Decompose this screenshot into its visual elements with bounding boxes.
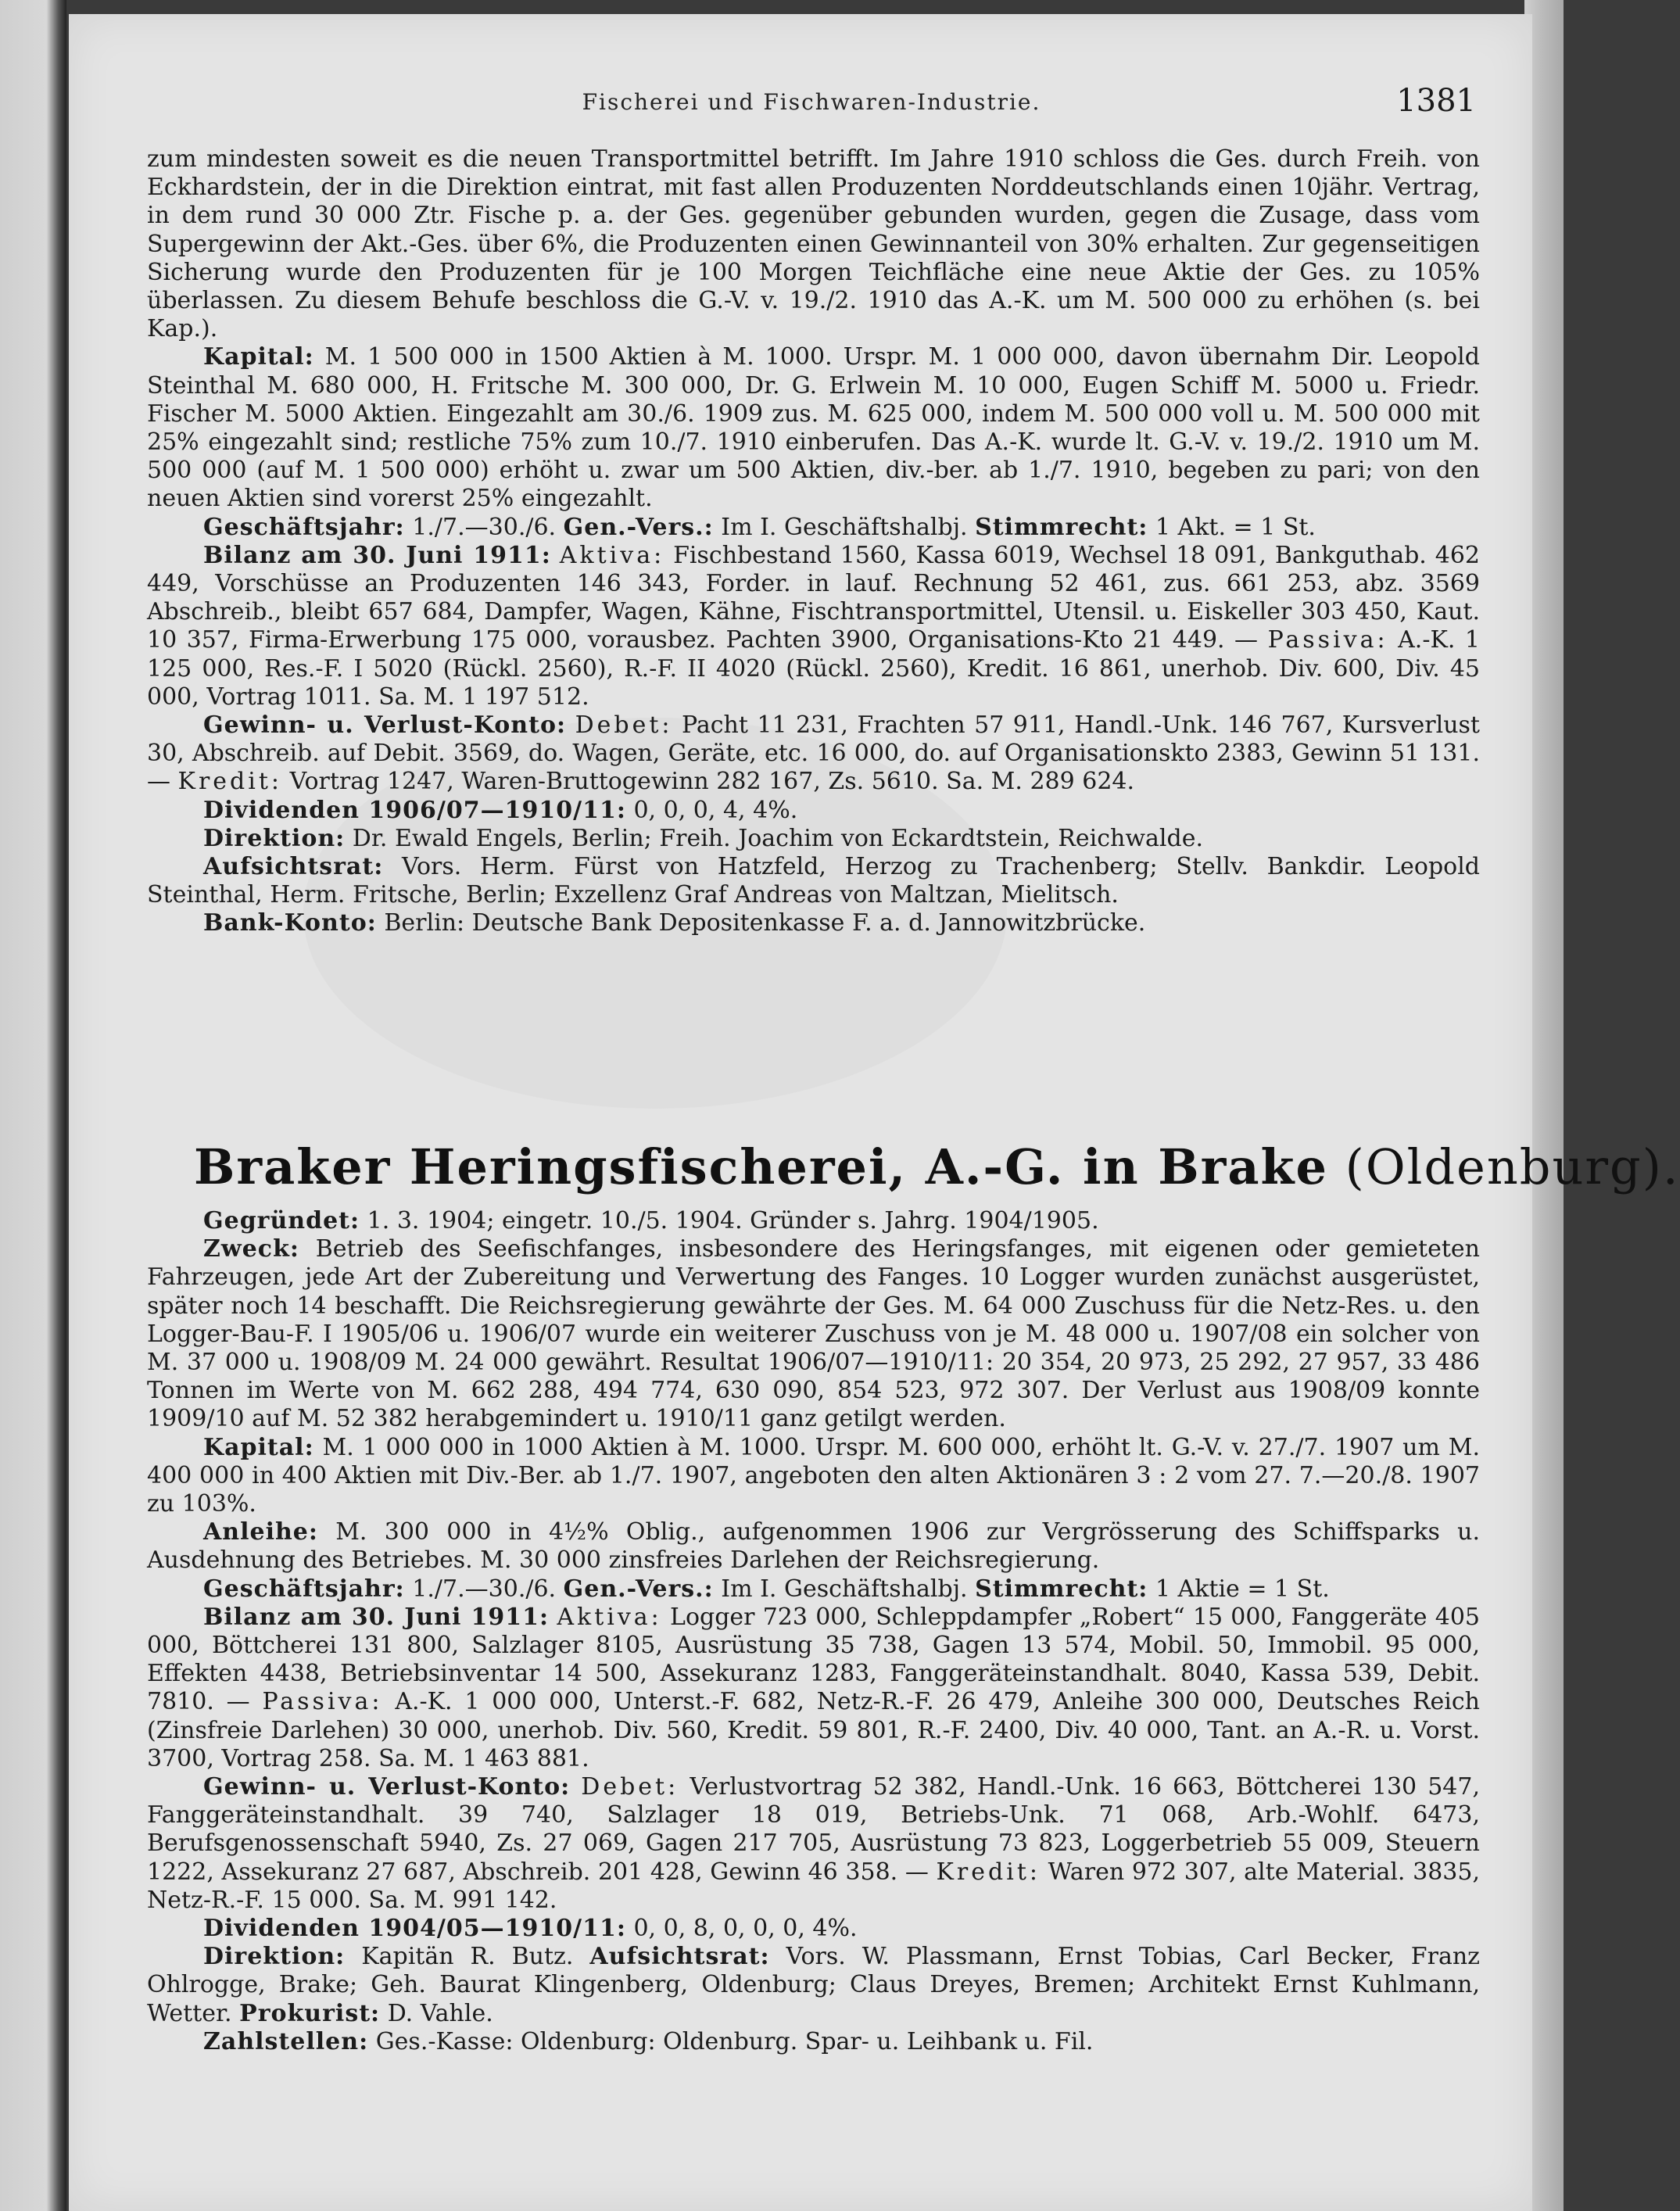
guv-label: Gewinn- u. Verlust-Konto: xyxy=(203,1773,571,1801)
stimmrecht-label: Stimmrecht: xyxy=(975,1575,1148,1603)
bank-konto-text: Berlin: Deutsche Bank Depositenkasse F. a. d. Jannowitzbrücke. xyxy=(384,909,1146,937)
direktion-text: Dr. Ewald Engels, Berlin; Freih. Joachim von Eckardtstein, Reichwalde. xyxy=(352,824,1204,852)
book-page xyxy=(69,14,1680,2211)
zahlstellen-paragraph xyxy=(147,2028,1480,2056)
direktion-paragraph xyxy=(147,825,1480,853)
gen-vers-label: Gen.-Vers.: xyxy=(563,1575,714,1603)
stimmrecht-text: 1 Akt. = 1 St. xyxy=(1155,513,1316,541)
gen-vers-text: Im I. Geschäftshalbj. xyxy=(721,513,968,541)
guv-kredit-text: Vortrag 1247, Waren-Bruttogewinn 282 167, Zs. 5610. Sa. M. 289 624. xyxy=(289,768,1135,796)
guv-paragraph xyxy=(147,711,1480,797)
prokurist-text: D. Vahle. xyxy=(387,1999,493,2027)
direktion-label: Direktion: xyxy=(203,824,346,852)
aktiva-label: Aktiva: xyxy=(557,1603,662,1631)
bilanz-passiva-text: A.-K. 1 125 000, Res.-F. I 5020 (Rückl. 2560), R.-F. II 4020 (Rückl. 2560), Kredit. 16 861, unerhob. Div. 600, Div. 45 000, Vortrag 1011. Sa. M. 1 197 512. xyxy=(147,626,1480,711)
guv-paragraph xyxy=(147,1773,1480,1915)
zweck-text: Betrieb des Seefischfanges, insbesondere des Heringsfanges, mit eigenen oder gemieteten Fahrzeugen, jede Art der Zubereitung und Verwertung des Fanges. 10 Logger wurden zunächst ausgerüstet, später noch 14 beschafft. Die Reichsregierung gewährte der Ges. M. 64 000 Zuschuss für die Netz-Res. u. den Logger-Bau-F. I 1905/06 u. 1906/07 wurde ein weiterer Zuschuss von je M. 48 000 u. 1907/08 ein solcher von M. 37 000 u. 1908/09 M. 24 000 gewährt. Resultat 1906/07—1910/11: 20 354, 20 973, 25 292, 27 957, 33 486 Tonnen im Werte von M. 662 288, 494 774, 630 090, 854 523, 972 307. Der Verlust aus 1908/09 konnte 1909/10 auf M. 52 382 herabgemindert u. 1910/11 ganz getilgt werden. xyxy=(147,1235,1480,1433)
geschaeftsjahr-paragraph xyxy=(147,514,1480,542)
aufsichtsrat-text: Vors. Herm. Fürst von Hatzfeld, Herzog zu Trachenberg; Stellv. Bankdir. Leopold Steinthal, Herm. Fritsche, Berlin; Exzellenz Graf Andreas von Maltzan, Mielitsch. xyxy=(147,853,1481,909)
bilanz-paragraph xyxy=(147,1604,1480,1773)
aufsichtsrat-label: Aufsichtsrat: xyxy=(589,1943,770,1971)
dividenden-label: Dividenden 1906/07—1910/11: xyxy=(203,796,626,824)
bank-konto-paragraph xyxy=(147,909,1480,937)
entry-braker-heringsfischerei xyxy=(147,1207,1480,2056)
direktion-label: Direktion: xyxy=(203,1943,346,1971)
gegruendet-paragraph xyxy=(147,1207,1480,1235)
guv-debet-text: Pacht 11 231, Frachten 57 911, Handl.-Unk. 146 767, Kursverlust 30, Abschreib. auf Debit. 3569, do. Wagen, Geräte, etc. 16 000, do. auf Organisationskto 2383, Gewinn 51 131. — xyxy=(147,711,1480,796)
stimmrecht-label: Stimmrecht: xyxy=(975,513,1148,541)
entry-intro-paragraph: zum mindesten soweit es die neuen Transportmittel betrifft. Im Jahre 1910 schloss die Ges. durch Freih. von Eckhardstein, der in die Direktion eintrat, mit fast allen Produzenten Norddeutschlands einen 10jähr. Vertrag, in dem rund 30 000 Ztr. Fische p. a. der Ges. gegenüber gebunden wurden, gegen die Zusage, dass vom Supergewinn der Akt.-Ges. über 6%, die Produzenten einen Gewinnanteil von 30% erhalten. Zur gegenseitigen Sicherung wurde den Produzenten für je 100 Morgen Teichfläche eine neue Aktie der Ges. zu 105% überlassen. Zu diesem Behufe beschloss die G.-V. v. 19./2. 1910 das A.-K. um M. 500 000 zu erhöhen (s. bei Kap.). xyxy=(147,145,1480,343)
guv-kredit-text: Waren 972 307, alte Material. 3835, Netz-R.-F. 15 000. Sa. M. 991 142. xyxy=(147,1858,1480,1914)
adjacent-page-edge xyxy=(0,0,66,2211)
aufsichtsrat-label: Aufsichtsrat: xyxy=(203,853,384,881)
gen-vers-text: Im I. Geschäftshalbj. xyxy=(721,1575,968,1603)
entry-previous-company xyxy=(147,145,1480,938)
dividenden-paragraph xyxy=(147,1915,1480,1943)
dividenden-text: 0, 0, 0, 4, 4%. xyxy=(633,796,798,824)
bilanz-paragraph xyxy=(147,542,1480,711)
zahlstellen-text: Ges.-Kasse: Oldenburg: Oldenburg. Spar- u. Leihbank u. Fil. xyxy=(375,2027,1094,2055)
passiva-label: Passiva: xyxy=(1267,626,1388,654)
direktion-text: Kapitän R. Butz. xyxy=(361,1943,574,1971)
dividenden-paragraph xyxy=(147,797,1480,825)
page-number: 1381 xyxy=(1396,83,1476,119)
bilanz-aktiva-text: Fischbestand 1560, Kassa 6019, Wechsel 18 091, Bankguthab. 462 449, Vorschüsse an Produzenten 146 343, Forder. in lauf. Rechnung 52 461, zus. 661 253, abz. 3569 Abschreib., bleibt 657 684, Dampfer, Wagen, Kähne, Fischtransportmittel, Utensil. u. Eiskeller 303 450, Kaut. 10 357, Firma-Erwerbung 175 000, vorausbez. Pachten 3900, Organisations-Kto 21 449. — xyxy=(147,541,1480,654)
kredit-label: Kredit: xyxy=(936,1858,1041,1886)
company-title-location: (Oldenburg). xyxy=(1345,1138,1680,1195)
dividenden-label: Dividenden 1904/05—1910/11: xyxy=(203,1915,626,1943)
gen-vers-label: Gen.-Vers.: xyxy=(563,513,714,541)
debet-label: Debet: xyxy=(575,711,673,740)
direktion-aufsichtsrat-paragraph xyxy=(147,1943,1480,2028)
company-title xyxy=(194,1138,1680,1195)
stimmrecht-text: 1 Aktie = 1 St. xyxy=(1155,1575,1330,1603)
zahlstellen-label: Zahlstellen: xyxy=(203,2027,369,2055)
gegruendet-text: 1. 3. 1904; eingetr. 10./5. 1904. Gründer s. Jahrg. 1904/1905. xyxy=(367,1207,1099,1235)
bilanz-label: Bilanz am 30. Juni 1911: xyxy=(203,541,551,569)
header-title: Fischerei und Fischwaren-Industrie. xyxy=(582,89,1041,115)
aufsichtsrat-text: Vors. W. Plassmann, Ernst Tobias, Carl Becker, Franz Ohlrogge, Brake; Geh. Baurat Klingenberg, Oldenburg; Claus Dreyes, Bremen; Architekt Ernst Kuhlmann, Wetter. xyxy=(147,1943,1480,2027)
kapital-text: M. 1 500 000 in 1500 Aktien à M. 1000. Urspr. M. 1 000 000, davon übernahm Dir. Leopold Steinthal M. 680 000, H. Fritsche M. 300 000, Dr. G. Erlwein M. 10 000, Eugen Schiff M. 5000 u. Friedr. Fischer M. 5000 Aktien. Eingezahlt am 30./6. 1909 zus. M. 625 000, indem M. 500 000 voll u. M. 500 000 mit 25% eingezahlt sind; restliche 75% zum 10./7. 1910 einberufen. Das A.-K. wurde lt. G.-V. v. 19./2. 1910 um M. 500 000 (auf M. 1 500 000) erhöht u. zwar um 500 Aktien, div.-ber. ab 1./7. 1910, begeben zu pari; von den neuen Aktien sind vorerst 25% eingezahlt. xyxy=(147,343,1480,513)
kapital-text: M. 1 000 000 in 1000 Aktien à M. 1000. Urspr. M. 600 000, erhöht lt. G.-V. v. 27./7. 1907 um M. 400 000 in 400 Aktien mit Div.-Ber. ab 1./7. 1907, angeboten den alten Aktionären 3 : 2 vom 27. 7.—20./8. 1907 zu 103%. xyxy=(147,1433,1480,1518)
kapital-paragraph xyxy=(147,343,1480,513)
bilanz-label: Bilanz am 30. Juni 1911: xyxy=(203,1603,550,1631)
prokurist-label: Prokurist: xyxy=(239,1999,381,2027)
gegruendet-label: Gegründet: xyxy=(203,1207,360,1235)
company-title-main: Braker Heringsfischerei, A.-G. in Brake xyxy=(194,1138,1328,1195)
running-header xyxy=(147,73,1476,120)
geschaeftsjahr-label: Geschäftsjahr: xyxy=(203,1575,405,1603)
zweck-label: Zweck: xyxy=(203,1235,299,1263)
bank-konto-label: Bank-Konto: xyxy=(203,909,377,937)
guv-debet-text: Verlustvortrag 52 382, Handl.-Unk. 16 663, Böttcherei 130 547, Fanggeräteinstandhalt. 39 740, Salzlager 18 019, Betriebs-Unk. 71 068, Arb.-Wohlf. 6473, Berufsgenossenschaft 5940, Zs. 27 069, Gagen 217 705, Ausrüstung 73 823, Loggerbetrieb 55 009, Steuern 1222, Assekuranz 27 687, Abschreib. 201 428, Gewinn 46 358. — xyxy=(147,1773,1480,1886)
dividenden-text: 0, 0, 8, 0, 0, 0, 4%. xyxy=(633,1915,858,1943)
kapital-label: Kapital: xyxy=(203,343,314,371)
anleihe-paragraph xyxy=(147,1518,1480,1575)
guv-label: Gewinn- u. Verlust-Konto: xyxy=(203,711,567,740)
geschaeftsjahr-label: Geschäftsjahr: xyxy=(203,513,405,541)
aufsichtsrat-paragraph xyxy=(147,853,1480,909)
bilanz-passiva-text: A.-K. 1 000 000, Unterst.-F. 682, Netz-R.-F. 26 479, Anleihe 300 000, Deutsches Reich (Zinsfreie Darlehen) 30 000, unerhob. Div. 560, Kredit. 59 801, R.-F. 2400, Div. 40 000, Tant. an A.-R. u. Vorst. 3700, Vortrag 258. Sa. M. 1 463 881. xyxy=(147,1688,1480,1772)
geschaeftsjahr-paragraph xyxy=(147,1575,1480,1604)
anleihe-label: Anleihe: xyxy=(203,1518,318,1546)
kredit-label: Kredit: xyxy=(177,768,283,796)
anleihe-text: M. 300 000 in 4½% Oblig., aufgenommen 1906 zur Vergrösserung des Schiffsparks u. Ausdehnung des Betriebes. M. 30 000 zinsfreies Darlehen der Reichsregierung. xyxy=(147,1518,1480,1575)
geschaeftsjahr-text: 1./7.—30./6. xyxy=(412,513,557,541)
aktiva-label: Aktiva: xyxy=(559,541,665,569)
geschaeftsjahr-text: 1./7.—30./6. xyxy=(412,1575,557,1603)
bilanz-aktiva-text: Logger 723 000, Schleppdampfer „Robert“ 15 000, Fanggeräte 405 000, Böttcherei 131 800, Salzlager 8105, Ausrüstung 35 738, Gagen 13 574, Mobil. 50, Immobil. 95 000, Effekten 4438, Betriebsinventar 14 500, Assekuranz 1283, Fanggeräteinstandhalt. 8040, Kassa 539, Debit. 7810. — xyxy=(147,1603,1480,1716)
passiva-label: Passiva: xyxy=(262,1688,383,1716)
kapital-paragraph xyxy=(147,1434,1480,1519)
zweck-paragraph xyxy=(147,1235,1480,1433)
kapital-label: Kapital: xyxy=(203,1433,314,1461)
debet-label: Debet: xyxy=(581,1773,679,1801)
